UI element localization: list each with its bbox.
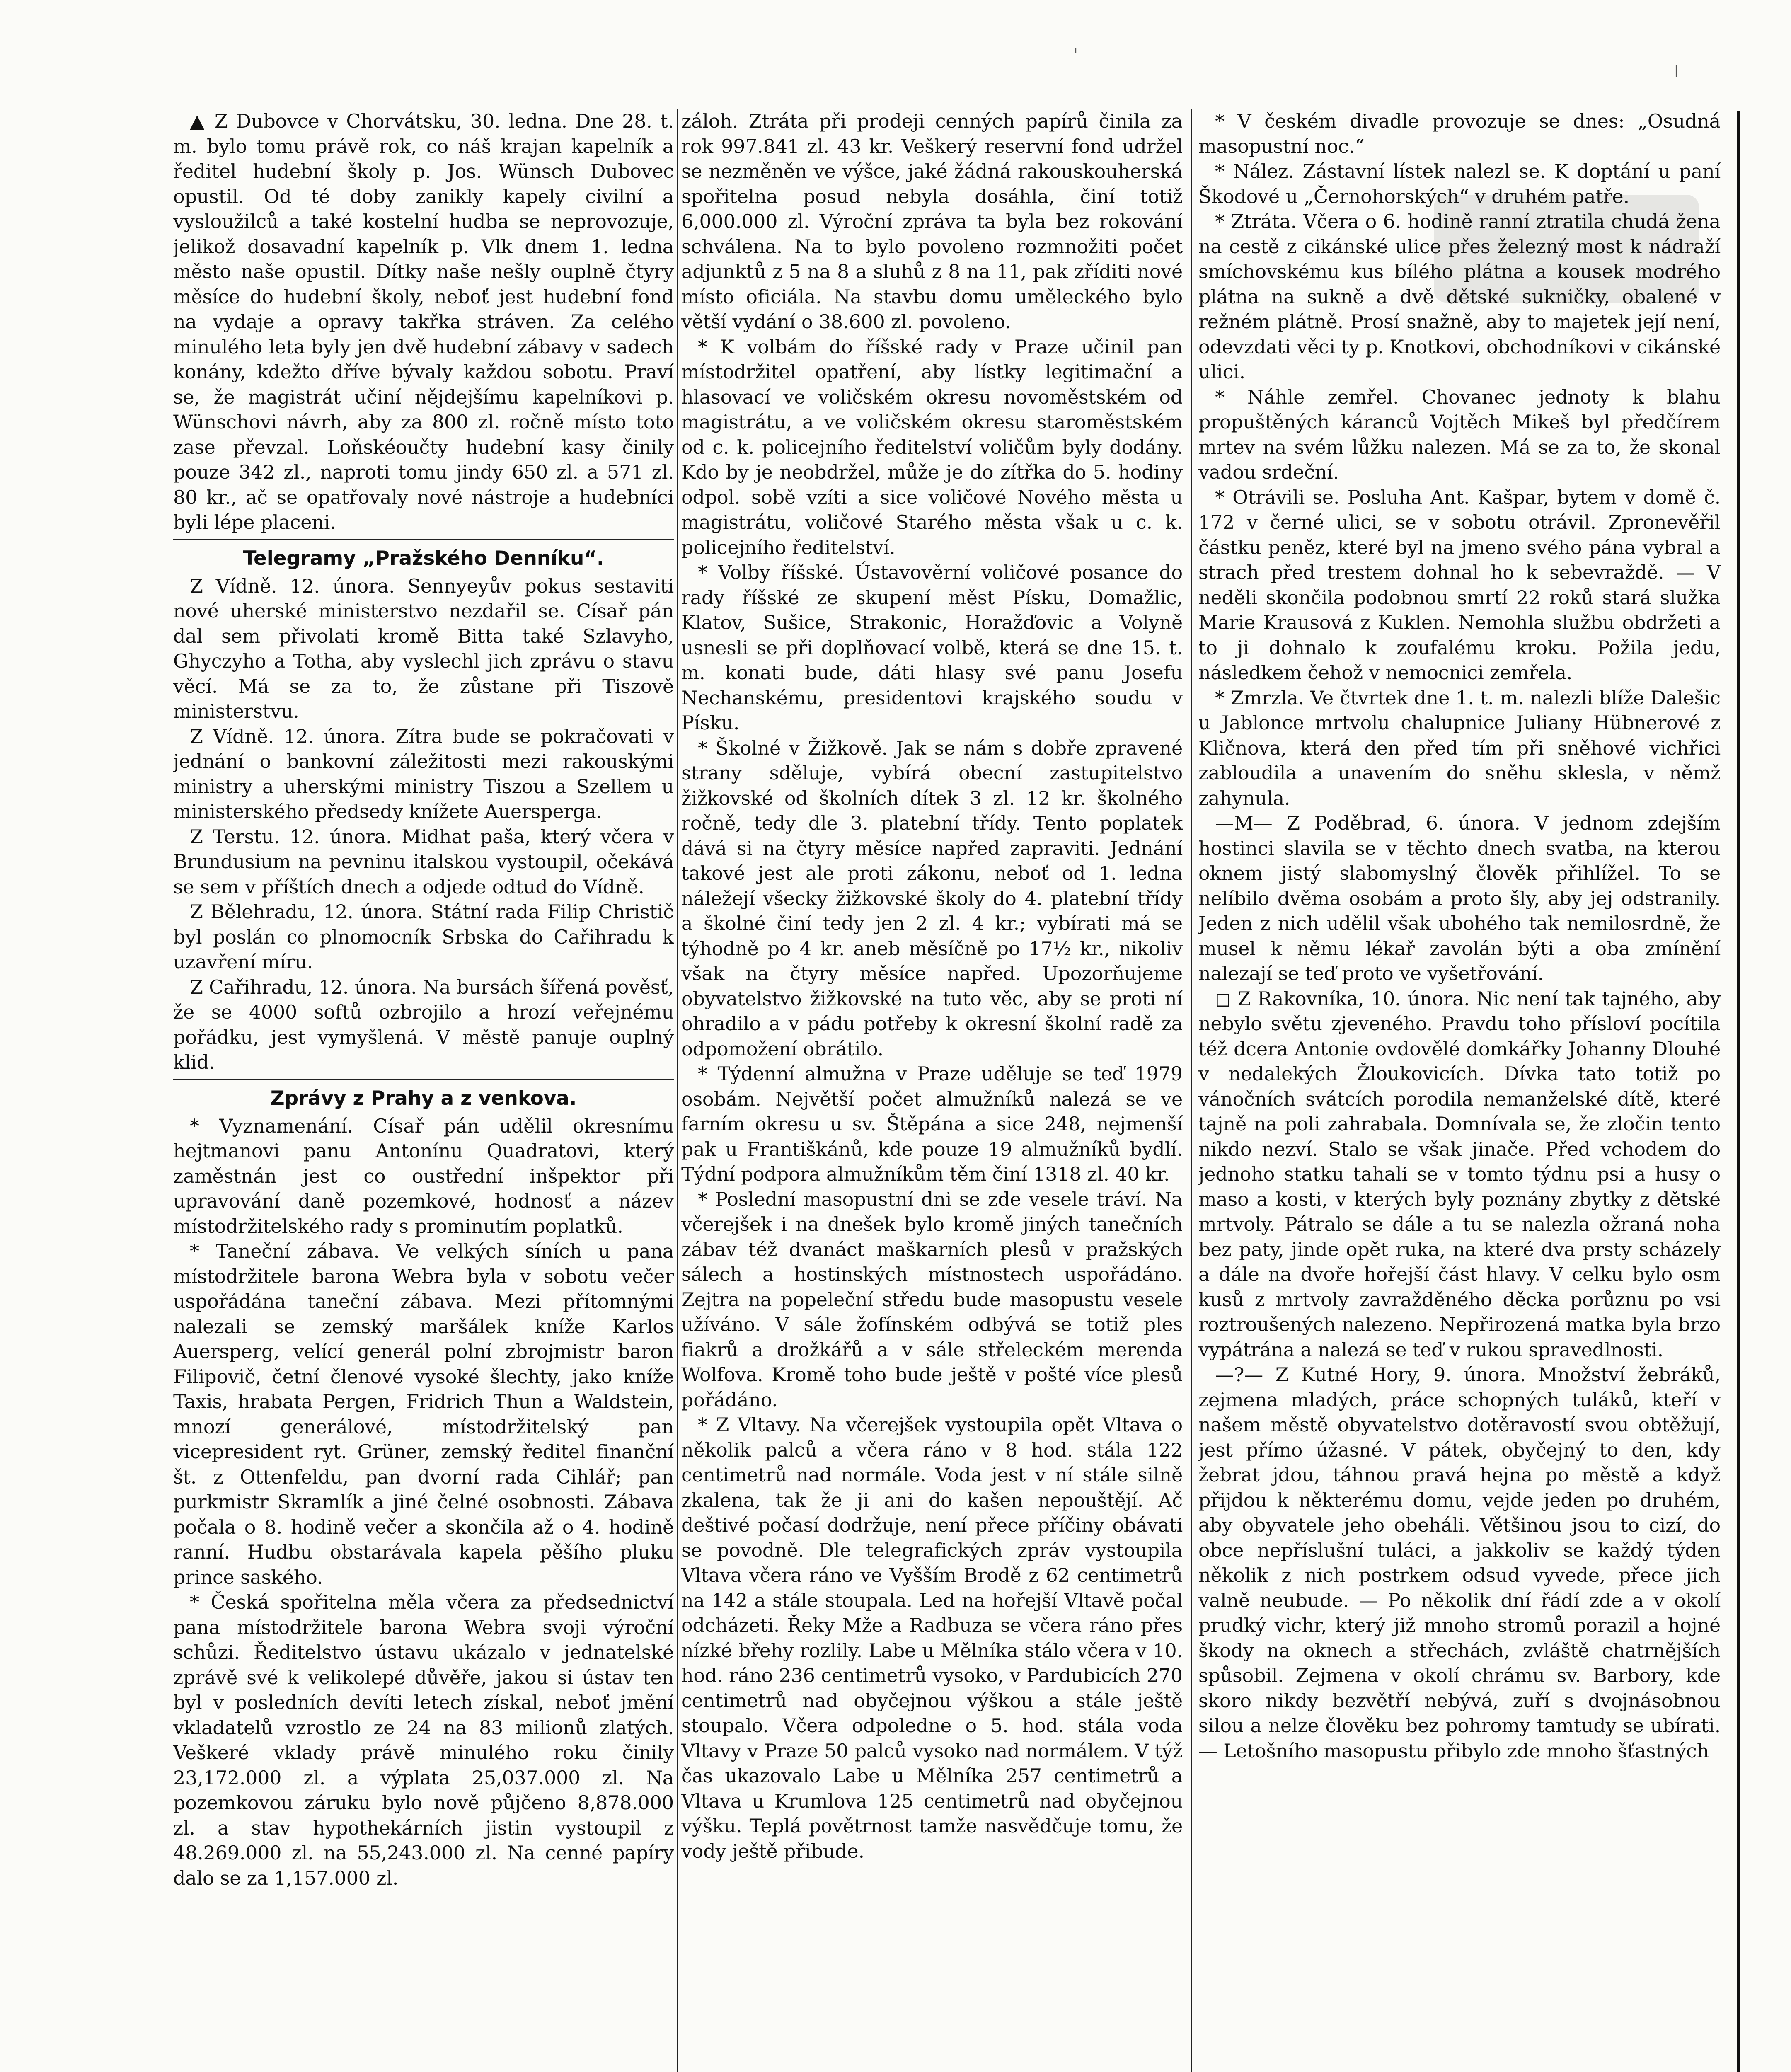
article-frozen: * Zmrzla. Ve čtvrtek dne 1. t. m. nalezli blíže Dalešic u Jablonce mrtvolu chalupnice Juliany Hübnerové z Kličnova, která den před tím při sněhové vichřici zabloudila a unavením do sněhu sklesla, v němž zahynula. (1198, 686, 1721, 809)
corner-mark-left: ' (1073, 46, 1078, 65)
article-carnival-days: * Poslední masopustní dni se zde vesele tráví. Na včerejšek i na dnešek bylo kromě jiných tanečních zábav též dvanáct maškarních plesů v pražských sálech a hostinských místnostech uspořádáno. Zejtra na popeleční středu bude masopustu vesele užíváno. V sále žofínském odbývá se totiž ples fiakrů a drožkářů a v sále střeleckém merenda Wolfova. Kromě toho bude ještě v pošté více plesů pořádáno. (681, 1188, 1183, 1411)
article-school-fee: * Školné v Žižkově. Jak se nám s dobře zpravené strany sděluje, vybírá obecní zastupitelstvo žižkovské od školních dítek 3 zl. 12 kr. školného ročně, tedy dle 3. platební třídy. Tento poplatek dává si na čtyry měsíce napřed zapraviti. Jednání takové jest ale proti zákonu, neboť od 1. ledna náležejí všecky žižkovské školy do 4. platební třídy a školné činí tedy jen 2 zl. 4 kr.; vybírati má se týhodně po 4 kr. aneb měsíčně po 17½ kr., nikoliv však na čtyry měsíce napřed. Upozorňujeme obyvatelstvo žižkovské na tuto věc, aby se proti ní ohradilo a v pádu potřeby k okresní školní radě za odpomožení obrátilo. (681, 736, 1183, 1060)
article-dance: * Taneční zábava. Ve velkých síních u pana místodržitele barona Webra byla v sobotu večer uspořádána taneční zábava. Mezi přítomnými nalezali se zemský maršálek kníže Karlos Auersperg, velící generál polní zbrojmistr baron Filipovič, četní členové vysoké šlechty, jako kníže Taxis, hrabata Pergen, Fridrich Thun a Waldstein, mnozí generálové, místodržitelský pan vicepresident ryt. Grüner, zemský ředitel finanční št. z Ottenfeldu, pan dvorní rada Cihlář; pan purkmistr Skramlík a jiné čelné osobnosti. Zábava počala o 8. hodině večer a skončila až o 4. hodině ranní. Hudbu obstarávala kapela pěšího pluku prince saského. (173, 1240, 674, 1588)
article-lost: * Ztráta. Včera o 6. hodině ranní ztratila chudá žena na cestě z cikánské ulice přes železný most k nádraží smíchovskému kus bílého plátna a kousek modrého plátna na sukně a dvě dětské sukničky, obalené v režném plátně. Prosí snažně, aby to majetek její není, odevzdati věci ty p. Knotkovi, obchodníkovi v cikánské ulici. (1198, 210, 1721, 383)
article-sudden-death: * Náhle zemřel. Chovanec jednoty k blahu propuštěných káranců Vojtěch Mikeš byl předčírem mrtev na svém lůžku nalezen. Má se za to, že skonal vadou srdeční. (1198, 385, 1721, 483)
corner-mark-right: I (1674, 62, 1679, 81)
section-divider (173, 539, 674, 540)
column-right (1198, 109, 1721, 2072)
telegram-constantinople: Z Cařihradu, 12. února. Na bursách šířená pověsť, že se 4000 softů ozbrojilo a hrozí veřejnému pořádku, jest vymyšlená. V městě panuje ouplný klid. (173, 975, 674, 1073)
column-middle (681, 109, 1183, 2072)
article-imperial-elections: * Volby říšské. Ústavověrní voličové posance do rady říšské ze skupení měst Písku, Domažlic, Klatov, Sušice, Strakonic, Horažďovic a Volyně usnesli se při doplňovací volbě, která se dne 15. t. m. konati bude, dáti hlasy své panu Josefu Nechanskému, presidentovi krajského soudu v Písku. (681, 561, 1183, 734)
column-rule (1191, 109, 1192, 2072)
article-kutna-hora: —?— Z Kutné Hory, 9. února. Množství žebráků, zejmena mladých, práce schopných tuláků, kteří v našem městě obyvatelstvo dotěravostí svou obtěžují, jest přímo úžasné. V pátek, obyčejný to den, kdy žebrat jdou, táhnou pravá hejna po městě a když přijdou k některému domu, vejde jeden po druhém, aby obyvatele jeho obeháli. Většinou jsou to cizí, do obce nepříslušní tuláci, a jakkoliv se každý týden několik z nich postrkem odsud vyvede, přece jich valně neubude. — Po několik dní řádí zde a v okolí prudký vichr, který již mnoho stromů porazil a hojné škody na oknech a střechách, zvláště chatrnějších spůsobil. Zejmena v okolí chrámu sv. Barbory, kde skoro nikdy bezvětří nebývá, zuří s dvojnásobnou silou a nelze člověku bez pohromy tamtudy se ubírati. — Letošního masopustu přibylo zde mnoho šťastných (1198, 1363, 1721, 1762)
section-heading-local-news: Zprávy z Prahy a z venkova. (270, 1087, 577, 1110)
article-found: * Nález. Zástavní lístek nalezl se. K doptání u paní Škodové u „Černohorských“ v druhém patře. (1198, 160, 1721, 208)
article-podebrady: —M— Z Poděbrad, 6. února. V jednom zdejším hostinci slavila se v těchto dnech svatba, na kterou oknem jistý slabomyslný člověk přihlížel. To se nelíbilo dvěma osobám a proto šly, aby jej odstranily. Jeden z nich udělil však ubohého tak nemilosrdně, že musel k němu lékař zavolán býti a oba zmínění nalezají se teď proto ve vyšetřování. (1198, 812, 1721, 985)
article-poisoned: * Otrávili se. Posluha Ant. Kašpar, bytem v domě č. 172 v černé ulici, se v sobotu otrávil. Zpronevěřil částku peněz, které byl na jmeno svého pána vybral a strach před trestem dohnal ho k sebevraždě. — V neděli skončila podobnou smrtí 22 roků stará služka Marie Krausová z Kuklen. Nemohla službu obdržeti a to ji dohnalo k zoufalému kroku. Požila jedu, následkem čehož v nemocnici zemřela. (1198, 486, 1721, 684)
telegram-belgrade: Z Bělehradu, 12. února. Státní rada Filip Christič byl poslán co plnomocník Srbska do Cařihradu k uzavření míru. (173, 900, 674, 973)
article-dubovec: ▲ Z Dubovce v Chorvátsku, 30. ledna. Dne 28. t. m. bylo tomu právě rok, co náš krajan kapelník a ředitel hudební školy p. Jos. Wünsch Dubovec opustil. Od té doby zanikly kapely civilní a vysloužilců a také kostelní hudba se neprovozuje, jelikož dosavadní kapelník p. Vlk dnem 1. ledna město naše opustil. Dítky naše nešly ouplně čtyry měsíce do hudební školy, neboť jest hudební fond na vydaje a opravy takřka stráven. Za celého minulého leta byly jen dvě hudební zábavy v sadech konány, kdežto dříve bývaly každou sobotu. Praví se, že magistrát učiní nějdejšímu kapelníkovi p. Wünschovi návrh, aby za 800 zl. ročně místo toto zase převzal. Loňskéoučty hudební kasy činily pouze 342 zl., naproti tomu jindy 650 zl. a 571 zl. 80 kr., ač se opatřovaly nové nástroje a hudebníci byli lépe placeni. (173, 110, 674, 533)
telegram-vienna-2: Z Vídně. 12. února. Zítra bude se pokračovati v jednání o bankovní záležitosti mezi rakouskými ministry a uherskými ministry Tiszou a Szellem u ministerského předsedy knížete Auersperga. (173, 725, 674, 823)
article-theatre: * V českém divadle provozuje se dnes: „Osudná masopustní noc.“ (1198, 110, 1721, 157)
article-vltava: * Z Vltavy. Na včerejšek vystoupila opět Vltava o několik palců a včera ráno v 8 hod. stála 122 centimetrů nad normále. Voda jest v ní stále silně zkalena, tak že ji ani do kašen nepouštějí. Ač deštivé počasí dodržuje, není přece příčiny obávati se povodně. Dle telegrafických zpráv vystoupila Vltava včera ráno ve Vyšším Brodě z 62 centimetrů na 142 a stále stoupala. Led na hořejší Vltavě počal odcházeti. Řeky Mže a Radbuza se včera ráno přes nízké břehy rozlily. Labe u Mělníka stálo včera v 10. hod. ráno 236 centimetrů vysoko, v Pardubicích 270 centimetrů nad obyčejnou výškou a stále ještě stoupalo. Včera odpoledne o 5. hod. stála voda Vltavy v Praze 50 palců vysoko nad normálem. V týž čas ukazovalo Labe u Mělníka 257 centimetrů a Vltava u Krumlova 125 centimetrů nad obyčejnou výšku. Teplá povětrnost tamže nasvědčuje tomu, že vody ještě přibude. (681, 1414, 1183, 1862)
page-edge-rule (1737, 111, 1740, 2072)
section-heading-telegrams: Telegramy „Pražského Denníku“. (243, 547, 604, 570)
article-award: * Vyznamenání. Císař pán udělil okresnímu hejtmanovi panu Antonínu Quadratovi, který zaměstnán jest co oustřední inšpektor při upravování daně pozemkové, hodnosť a název místodržitelského rady s prominutím poplatků. (173, 1114, 674, 1237)
article-savings-bank-cont: záloh. Ztráta při prodeji cenných papírů činila za rok 997.841 zl. 43 kr. Veškerý reservní fond udržel se nezměněn ve výšce, jaké žádná rakouskouherská spořitelna posud nebyla dosáhla, činí totiž 6,000.000 zl. Výroční zpráva ta byla bez rokování schválena. Na to bylo povoleno rozmnožiti počet adjunktů z 5 na 8 a sluhů z 8 na 11, pak zříditi nové místo oficiála. Na stavbu domu uměleckého bylo větší vydání o 38.600 zl. povoleno. (681, 110, 1183, 333)
column-rule (677, 109, 678, 2072)
telegram-vienna-1: Z Vídně. 12. února. Sennyeyův pokus sestaviti nové uherské ministerstvo nezdařil se. Císař pán dal sem přivolati kromě Bitta také Szlavyho, Ghyczyho a Totha, aby vyslechl jich zprávu o stavu věcí. Má se za to, že zůstane při Tiszově ministerstvu. (173, 574, 674, 722)
article-weekly-alms: * Týdenní almužna v Praze uděluje se teď 1979 osobám. Největší počet almužníků nalezá se ve farním okresu u sv. Štěpána a sice 248, nejmenší pak u Františkánů, kde pouze 19 almužníků bydlí. Týdní podpora almužníkům těm činí 1318 zl. 40 kr. (681, 1063, 1183, 1185)
article-rakovnik: ◻ Z Rakovníka, 10. února. Nic není tak tajného, aby nebylo světu zjeveného. Pravdu toho přísloví pocítila též dcera Antonie ovdovělé domkářky Johanny Dlouhé v nedalekých Žloukovicích. Dívka tato totiž po vánočních svátcích porodila nemanželské dítě, které tajně na poli zahrabala. Domnívala se, že zločin tento nikdo nezví. Stalo se však jinače. Před vchodem do jednoho statku tahali se v tomto týdnu psi a husy o maso a kosti, v kterých byly poznány zbytky z dětské mrtvoly. Pátralo se dále a tu se nalezla ožraná noha bez paty, jinde opět ruka, na které dva prsty scházely a dále na dvoře hořejší část hlavy. V celku bylo osm kusů z mrtvoly zavražděného děcka porůznu po vsi roztroušených nalezeno. Nepřirozená matka byla brzo vypátrána a nalezá se teď v rukou spravedlnosti. (1198, 987, 1721, 1361)
section-divider (173, 1079, 674, 1080)
article-elections-prague: * K volbám do říšské rady v Praze učinil pan místodržitel opatření, aby lístky legitimační a hlasovací ve voličském okresu novoměstském od magistrátu, a ve voličském okresu staroměstském od c. k. policejního ředitelství voličům byly dodány. Kdo by je neobdržel, může je do zítřka do 5. hodiny odpol. sobě vzíti a sice voličové Nového města u magistrátu, voličové Starého města však u c. k. policejního ředitelství. (681, 335, 1183, 559)
column-left (173, 109, 674, 2072)
telegram-trieste: Z Terstu. 12. února. Midhat paša, který včera v Brundusium na pevninu italskou vystoupil, očekává se sem v příštích dnech a odjede odtud do Vídně. (173, 825, 674, 898)
article-savings-bank: * Česká spořitelna měla včera za předsednictví pana místodržitele barona Webra svoji výroční schůzi. Ředitelstvo ústavu ukázalo v jednatelské zprávě své k velikolepé důvěře, jakou si ústav ten byl v posledních devíti letech získal, neboť jmění vkladatelů vzrostlo ze 24 na 83 milionů zlatých. Veškeré vklady právě minulého roku činily 23,172.000 zl. a výplata 25,037.000 zl. Na pozemkovou záruku bylo nově půjčeno 8,878.000 zl. a stav hypothekárních jistin vystoupil z 48.269.000 zl. na 55,243.000 zl. Na cenné papíry dalo se za 1,157.000 zl. (173, 1591, 674, 1889)
